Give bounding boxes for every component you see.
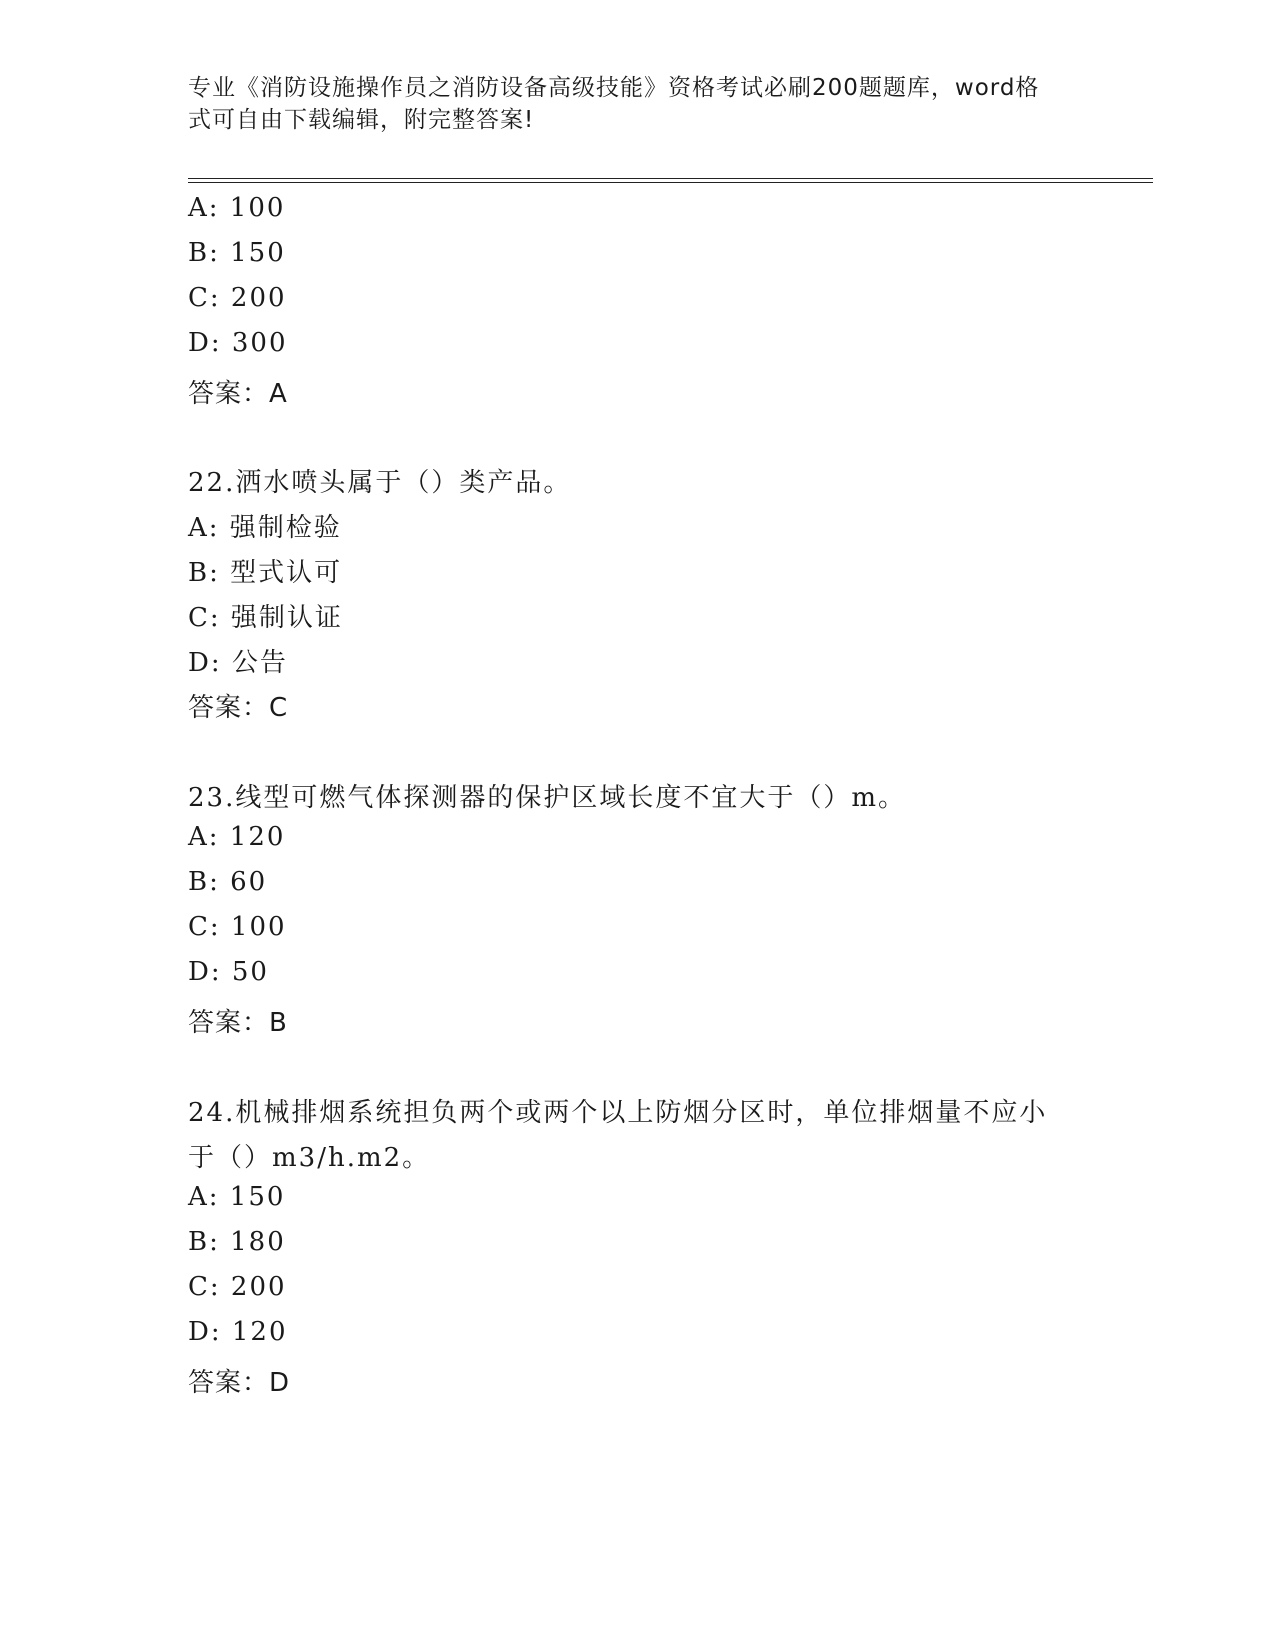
q24-stem-line-1: 24.机械排烟系统担负两个或两个以上防烟分区时，单位排烟量不应小 — [188, 1098, 1048, 1128]
q24-option-d: D: 120 — [188, 1317, 288, 1347]
q22-option-b: B: 型式认可 — [188, 558, 343, 588]
q22-option-a: A: 强制检验 — [188, 513, 342, 543]
q24-option-b: B: 180 — [188, 1227, 286, 1257]
q23-option-a: A: 120 — [188, 822, 286, 852]
q23-option-b: B: 60 — [188, 867, 268, 897]
q23-stem: 23.线型可燃气体探测器的保护区域长度不宜大于（）m。 — [188, 783, 907, 813]
q24-answer: 答案：D — [188, 1368, 291, 1398]
q24-option-a: A: 150 — [188, 1182, 286, 1212]
q22-option-c: C: 强制认证 — [188, 603, 343, 633]
header-divider — [188, 178, 1153, 183]
q23-option-c: C: 100 — [188, 912, 287, 942]
q22-answer: 答案：C — [188, 693, 289, 723]
q24-stem-line-2: 于（）m3/h.m2。 — [188, 1143, 431, 1173]
q21-option-b: B: 150 — [188, 238, 286, 268]
q21-option-d: D: 300 — [188, 328, 288, 358]
q23-answer: 答案：B — [188, 1008, 288, 1038]
q24-option-c: C: 200 — [188, 1272, 287, 1302]
q21-answer: 答案：A — [188, 379, 288, 409]
header-line-2: 式可自由下载编辑，附完整答案! — [188, 107, 535, 133]
q23-option-d: D: 50 — [188, 957, 269, 987]
q21-option-a: A: 100 — [188, 193, 286, 223]
q22-stem: 22.洒水喷头属于（）类产品。 — [188, 468, 572, 498]
q22-option-d: D: 公告 — [188, 648, 288, 678]
document-header — [188, 72, 1068, 136]
q21-option-c: C: 200 — [188, 283, 287, 313]
header-line-1: 专业《消防设施操作员之消防设备高级技能》资格考试必刷200题题库，word格 — [188, 75, 1040, 101]
